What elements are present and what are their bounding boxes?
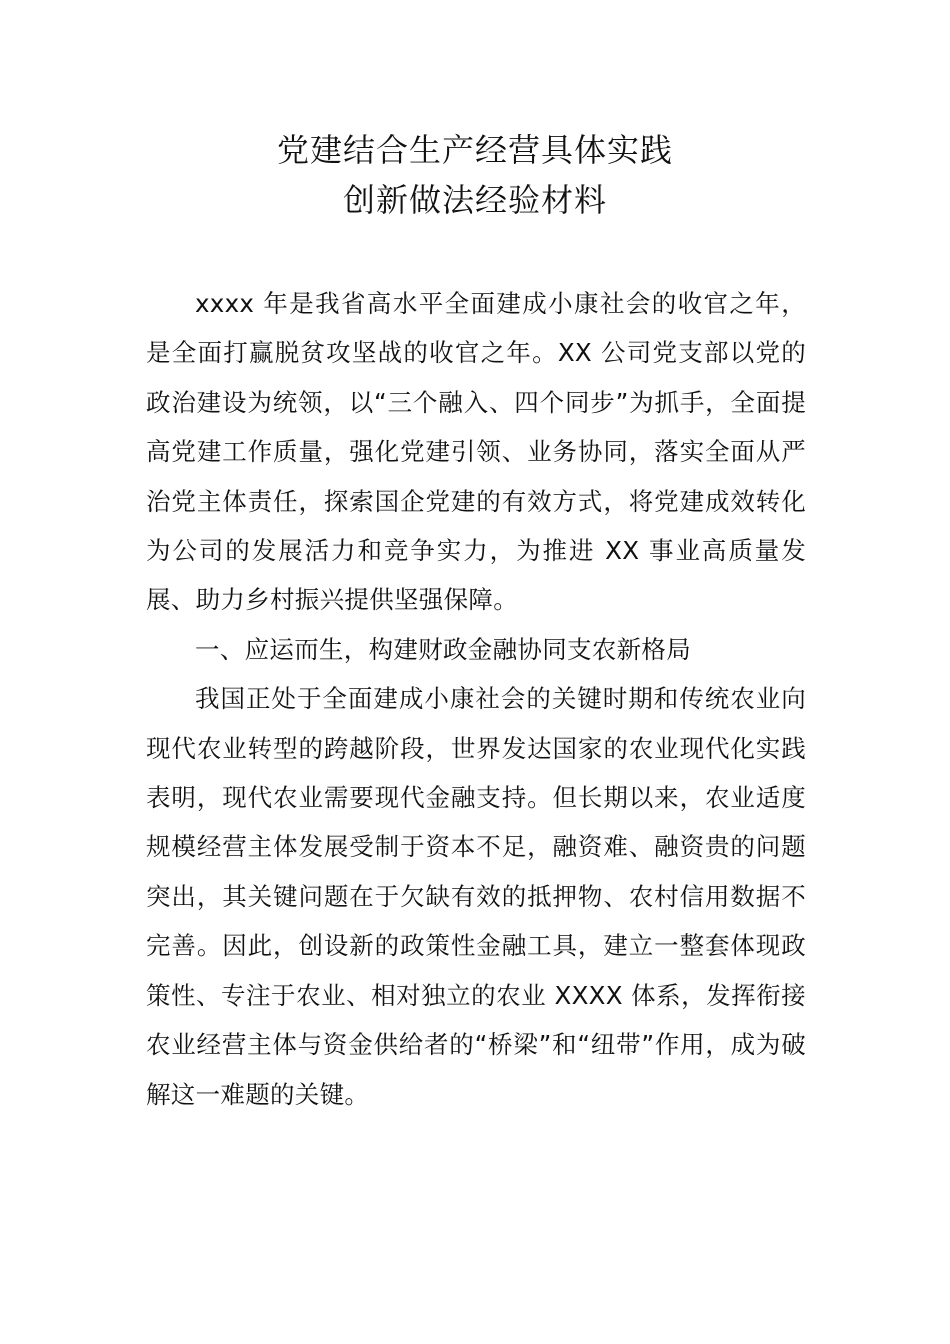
document-title-line-1: 党建结合生产经营具体实践 xyxy=(276,131,673,169)
body-paragraph: 我国正处于全面建成小康社会的关键时期和传统农业向现代农业转型的跨越阶段，世界发达国家的农业现代化实践表明，现代农业需要现代金融支持。但长期以来，农业适度规模经营主体发展受制于资本不足，融资难、融资贵的问题突出，其关键问题在于欠缺有效的抵押物、农村信用数据不完善。因此，创设新的政策性金融工具，建立一整套体现政策性、专注于农业、相对独立的农业 XXXX 体系，发挥衔接农业经营主体与资金供给者的“桥梁”和“纽带”作用，成为破解这一难题的关键。 xyxy=(146,684,806,1109)
document-body xyxy=(146,279,806,1119)
document-title-line-2: 创新做法经验材料 xyxy=(342,181,607,219)
section-heading: 一、应运而生，构建财政金融协同支农新格局 xyxy=(195,634,691,664)
intro-paragraph: xxxx 年是我省高水平全面建成小康社会的收官之年，是全面打赢脱贫攻坚战的收官之年。XX 公司党支部以党的政治建设为统领，以“三个融入、四个同步”为抓手，全面提高党建工作质量，强化党建引领、业务协同，落实全面从严治党主体责任，探索国企党建的有效方式，将党建成效转化为公司的发展活力和竞争实力，为推进 XX 事业高质量发展、助力乡村振兴提供坚强保障。 xyxy=(146,289,806,615)
